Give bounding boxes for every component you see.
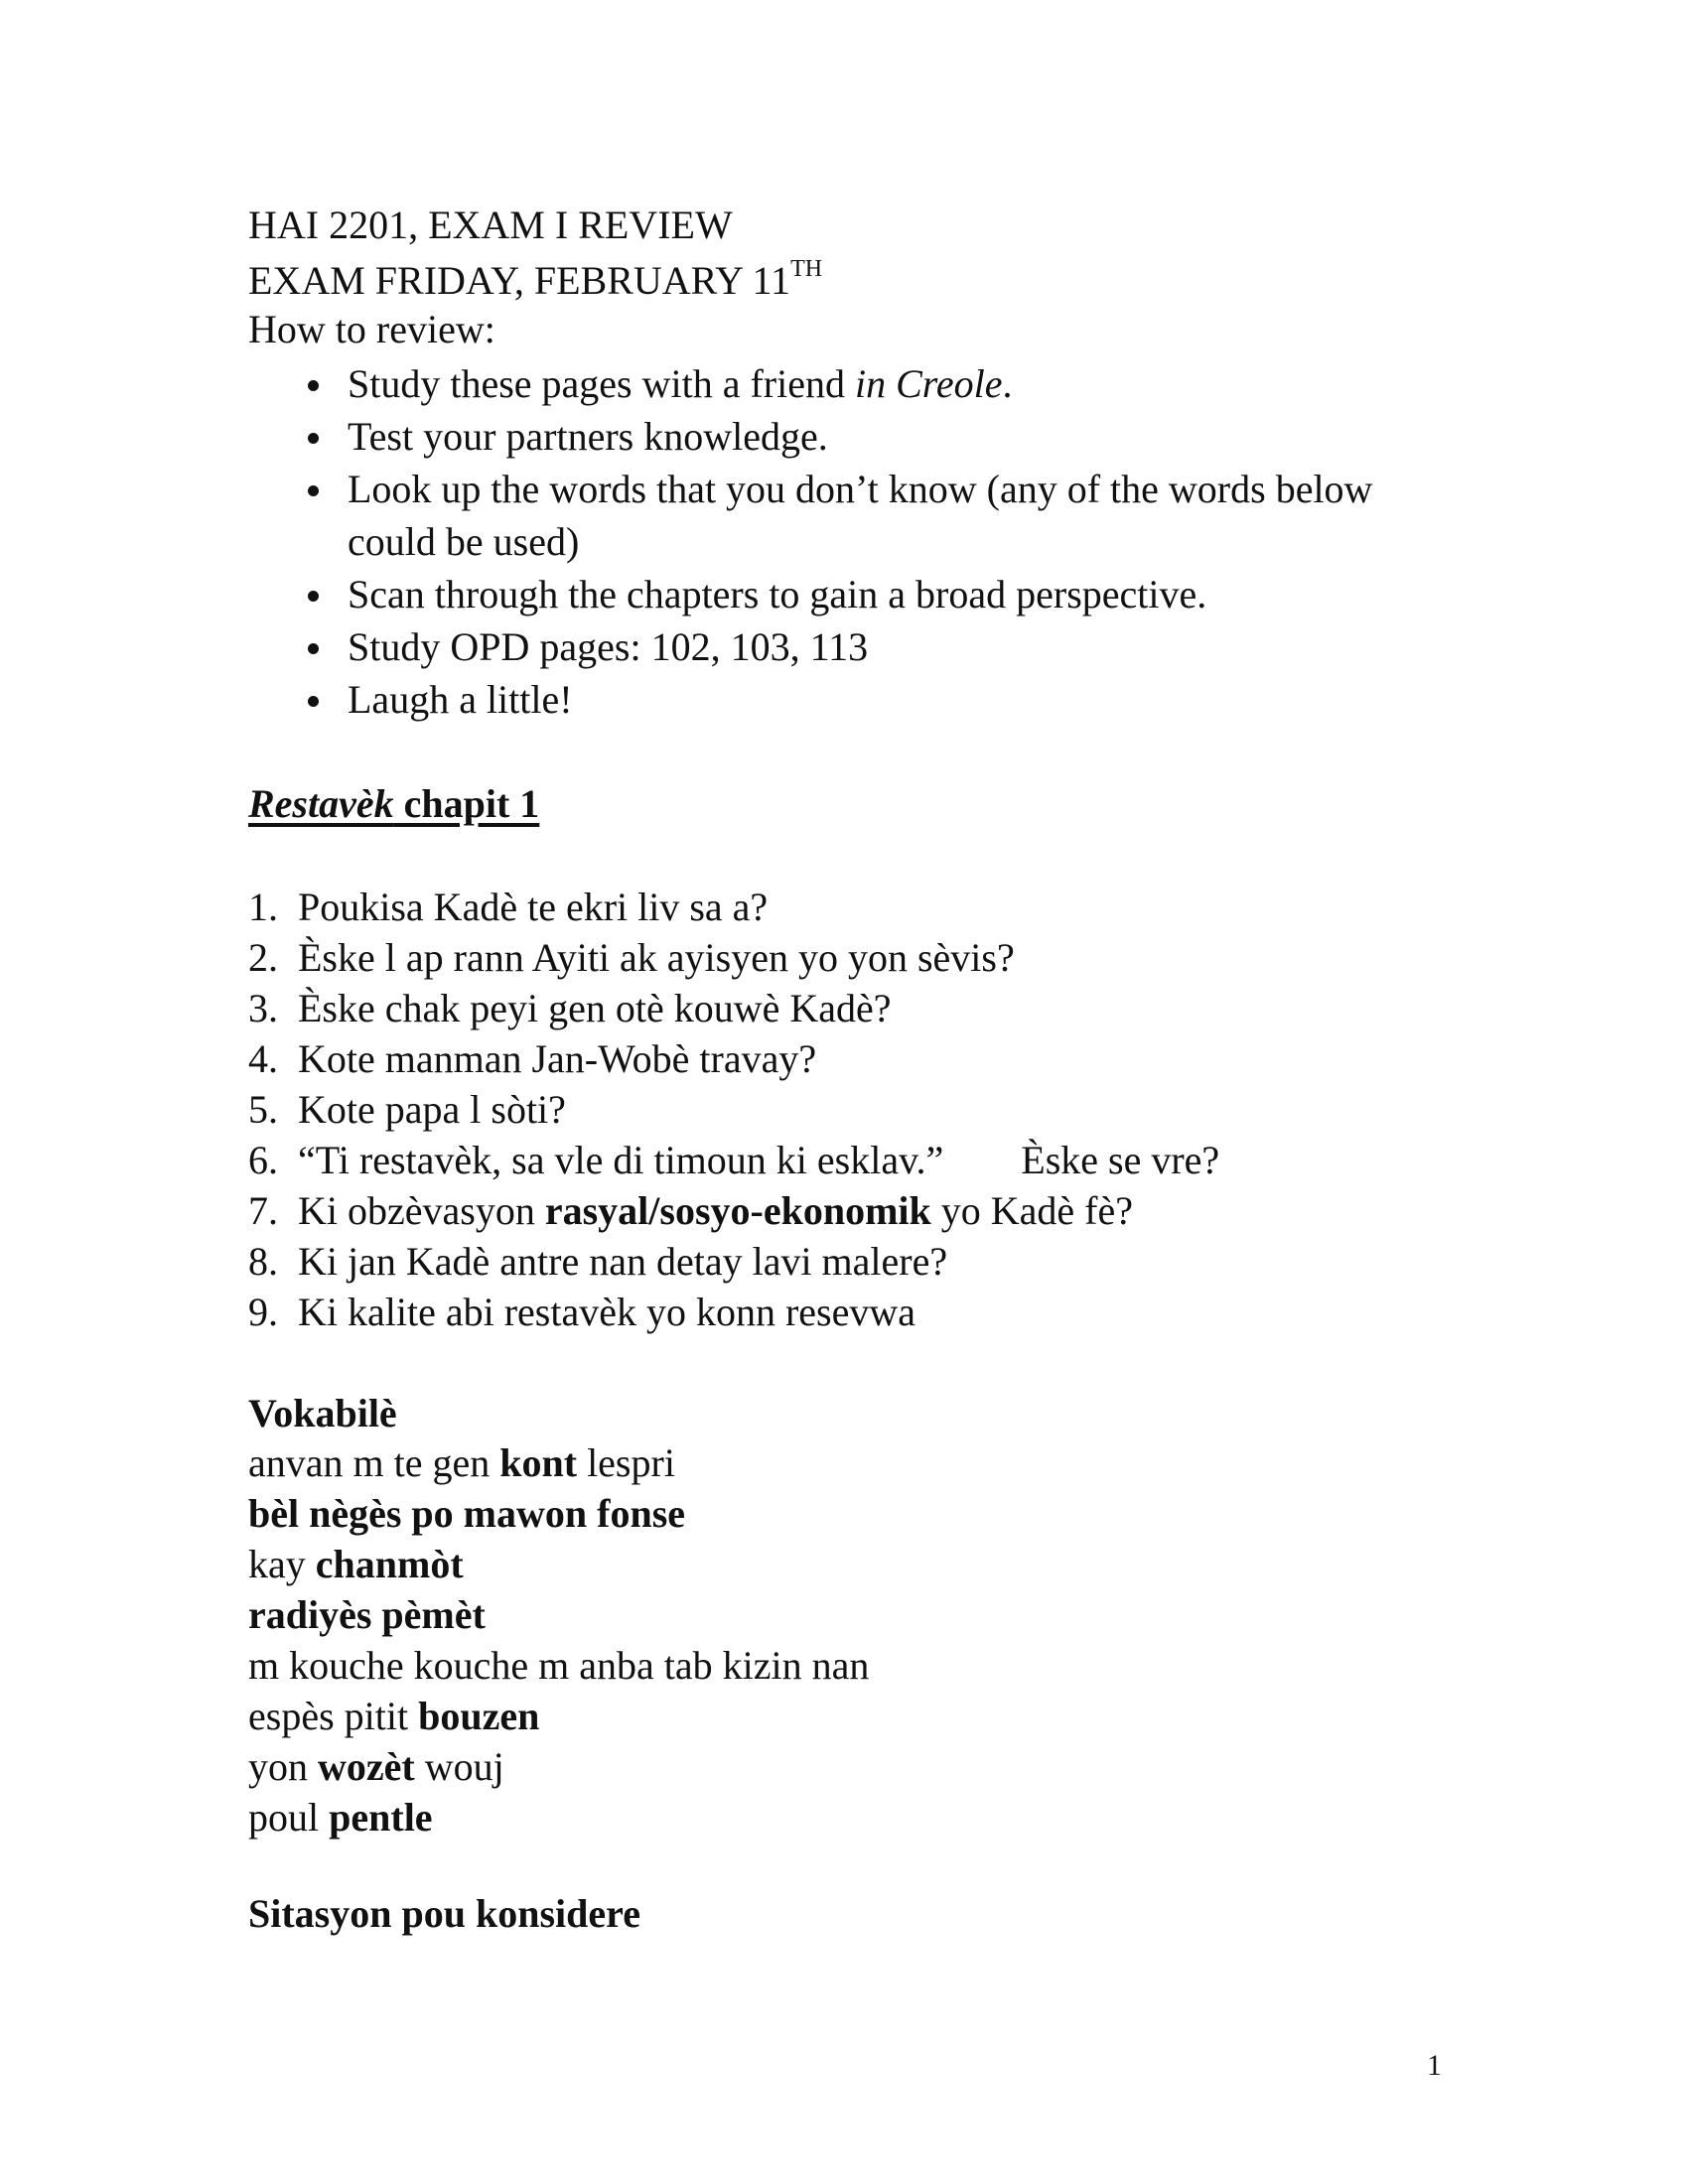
how-to-review-label: [248, 307, 495, 351]
review-tips-list: [248, 357, 1440, 726]
how-to-review-text: How to review:: [248, 307, 495, 351]
vocab-term: chanmòt: [315, 1542, 464, 1586]
vocab-context: poul: [248, 1795, 330, 1840]
question-item: [248, 1135, 1440, 1185]
question-item: [248, 983, 1440, 1033]
situations-heading-text: Sitasyon pou konsidere: [248, 1891, 640, 1936]
vocab-context: yon: [248, 1744, 318, 1789]
question-item: [248, 1185, 1440, 1236]
vocab-context: m kouche kouche m anba tab kizin nan: [248, 1643, 870, 1688]
question-number: 3.: [248, 986, 278, 1030]
question-number: 5.: [248, 1087, 278, 1132]
exam-date-text: EXAM FRIDAY, FEBRUARY 11: [248, 258, 791, 303]
vocab-item: [248, 1589, 869, 1640]
exam-date-superscript: TH: [790, 256, 823, 282]
vocab-item: [248, 1792, 869, 1843]
question-text: Poukisa Kadè te ekri liv sa a?: [298, 885, 769, 929]
question-text: Èske l ap rann Ayiti ak ayisyen yo yon sèvis?: [298, 935, 1015, 980]
question-text: “Ti restavèk, sa vle di timoun ki esklav.”: [298, 1138, 944, 1182]
review-tip-text: Study these pages with a friend: [348, 361, 855, 406]
chapter-heading-chapter: chapit 1: [393, 781, 540, 826]
question-number: 8.: [248, 1239, 278, 1284]
review-tip-text: Look up the words that you don’t know (any of the words below could be used): [348, 467, 1373, 564]
review-tip-emphasis: in Creole: [855, 361, 1003, 406]
bullet-icon: [308, 643, 319, 654]
review-tip-text: Test your partners knowledge.: [348, 414, 828, 459]
situations-heading: [248, 1891, 640, 1936]
vocab-list: [248, 1437, 869, 1843]
question-number: 9.: [248, 1290, 278, 1334]
vocab-item: [248, 1691, 869, 1741]
vocab-context: anvan m te gen: [248, 1440, 500, 1485]
vocab-term: kont: [499, 1440, 578, 1485]
question-text: Ki jan Kadè antre nan detay lavi malere?: [298, 1239, 948, 1284]
vocab-term: radiyès pèmèt: [248, 1592, 486, 1637]
page-number: 1: [1427, 2049, 1442, 2082]
question-item: [248, 1287, 1440, 1337]
vocab-heading: [248, 1391, 397, 1435]
chapter-heading-book: Restavèk: [248, 781, 394, 826]
question-item: [248, 1084, 1440, 1135]
bullet-icon: [308, 696, 319, 707]
question-number: 7.: [248, 1188, 278, 1233]
bullet-icon: [308, 485, 319, 496]
title-line-course: HAI 2201, EXAM I REVIEW: [248, 203, 733, 247]
review-tip-text: Laugh a little!: [348, 677, 573, 722]
question-number: 2.: [248, 935, 278, 980]
question-number: 6.: [248, 1138, 278, 1182]
vocab-item: [248, 1488, 869, 1539]
question-item: [248, 932, 1440, 983]
question-text-end: yo Kadè fè?: [930, 1188, 1133, 1233]
vocab-term: bèl nègès po mawon fonse: [248, 1491, 686, 1536]
bullet-icon: [308, 591, 319, 602]
question-number: 1.: [248, 885, 278, 929]
question-text: Kote manman Jan-Wobè travay?: [298, 1036, 817, 1081]
vocab-context-end: lespri: [577, 1440, 675, 1485]
question-follow-up: Èske se vre?: [1021, 1138, 1220, 1182]
vocab-term: wozèt: [318, 1744, 415, 1789]
question-text: Kote papa l sòti?: [298, 1087, 566, 1132]
vocab-item: [248, 1437, 869, 1488]
bullet-icon: [308, 380, 319, 391]
exam-date-line: [248, 257, 822, 301]
review-tip-item: [248, 463, 1440, 568]
vocab-term: pentle: [329, 1795, 433, 1840]
review-tip-item: [248, 410, 1440, 463]
question-item: [248, 882, 1440, 932]
vocab-term: bouzen: [418, 1694, 540, 1738]
question-item: [248, 1236, 1440, 1287]
vocab-item: [248, 1640, 869, 1691]
chapter-heading: [248, 781, 540, 826]
question-text: Ki kalite abi restavèk yo konn resevwa: [298, 1290, 916, 1334]
review-tip-text: Scan through the chapters to gain a broad perspective.: [348, 572, 1207, 616]
vocab-context-end: wouj: [414, 1744, 504, 1789]
question-number: 4.: [248, 1036, 278, 1081]
review-tip-item: [248, 357, 1440, 410]
review-tip-item: [248, 673, 1440, 726]
review-tip-text: Study OPD pages: 102, 103, 113: [348, 624, 869, 669]
vocab-heading-text: Vokabilè: [248, 1391, 397, 1435]
review-tip-item: [248, 568, 1440, 620]
document-title: [248, 205, 733, 245]
question-bold-term: rasyal/sosyo-ekonomik: [544, 1188, 931, 1233]
vocab-item: [248, 1741, 869, 1792]
vocab-context: kay: [248, 1542, 316, 1586]
question-text: Ki obzèvasyon: [298, 1188, 545, 1233]
review-tip-item: [248, 620, 1440, 673]
review-tip-text-end: .: [1002, 361, 1013, 406]
vocab-context: espès pitit: [248, 1694, 419, 1738]
vocab-item: [248, 1539, 869, 1589]
question-item: [248, 1033, 1440, 1084]
bullet-icon: [308, 433, 319, 444]
chapter-questions-list: [248, 882, 1440, 1337]
question-text: Èske chak peyi gen otè kouwè Kadè?: [298, 986, 892, 1030]
